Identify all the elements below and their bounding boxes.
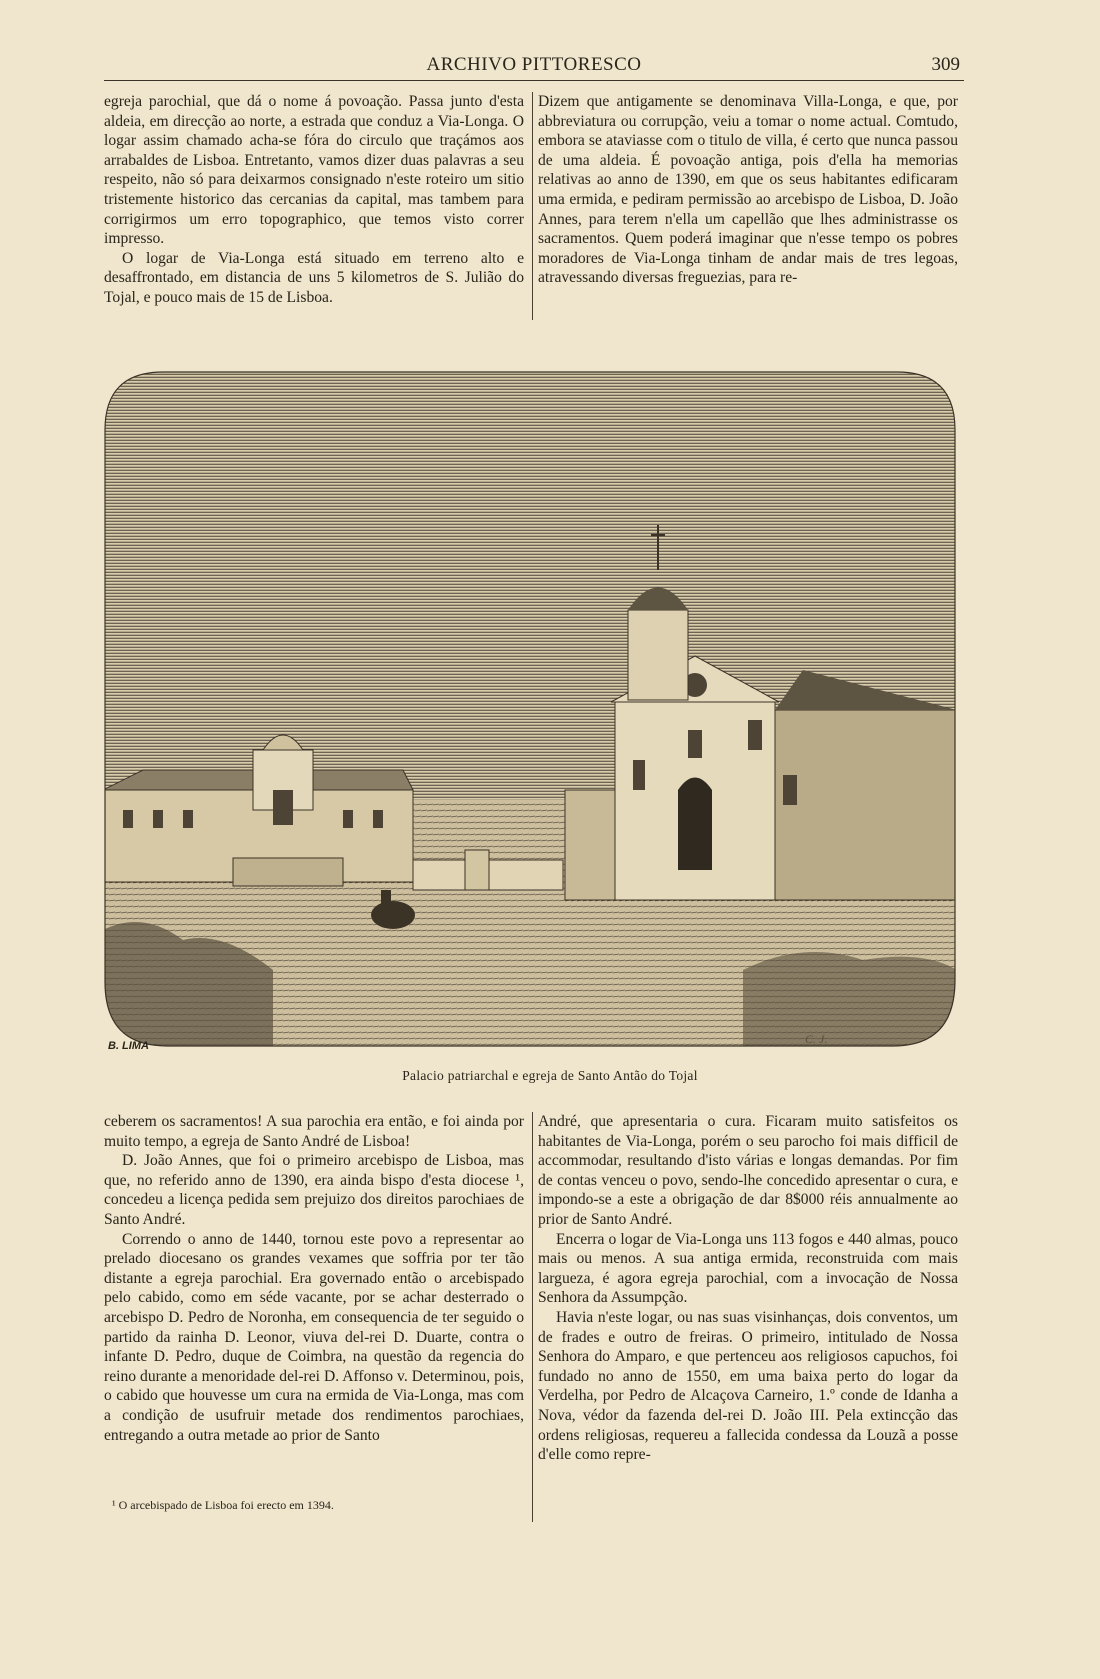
top-left-column: [104, 92, 524, 308]
footnote: ¹ O arcebispado de Lisboa foi erecto em 1394.: [112, 1498, 334, 1512]
running-header: [104, 52, 964, 81]
bottom-right-column: [538, 1112, 958, 1465]
engraving-illustration: [103, 370, 957, 1048]
paragraph: Dizem que antigamente se denominava Villa-Longa, e que, por abbreviatura ou corrupção, veiu a tomar o nome actual. Comtudo, embora se ataviasse com o titulo de villa, é certo que nunca passou de uma aldeia. É povoação antiga, pois d'ella ha memorias relativas ao anno de 1390, em que os seus habitantes edificaram uma ermida, e pediram permissão ao arcebispo de Lisboa, D. João Annes, para terem n'ella um capellão que lhes administrasse os sacramentos. Quem poderá imaginar que n'esse tempo os pobres moradores de Via-Longa tinham de andar mais de tres legoas, atravessando diversas freguezias, para re-: [538, 93, 958, 287]
paragraph: André, que apresentaria o cura. Ficaram muito satisfeitos os habitantes de Via-Longa, porém o seu parocho foi mais difficil de accommodar, resultando d'isto várias e longas demandas. Por fim de contas venceu o povo, sendo-lhe concedido apresentar o cura, e impondo-se a este a obrigação de dar 8$000 réis annualmente ao prior de Santo André.: [538, 1113, 958, 1228]
journal-title: ARCHIVO PITTORESCO: [426, 54, 642, 75]
paragraph: D. João Annes, que foi o primeiro arcebispo de Lisboa, mas que, no referido anno de 1390, era ainda bispo d'esta diocese ¹, concedeu a licença pedida sem prejuizo dos direitos parochiaes de Santo André.: [104, 1152, 524, 1228]
page-number: 309: [931, 54, 960, 75]
artist-signature: C. J.: [805, 1032, 828, 1046]
top-right-column: [538, 92, 958, 288]
paragraph: ceberem os sacramentos! A sua parochia era então, e foi ainda por muito tempo, a egreja de Santo André de Lisboa!: [104, 1113, 524, 1150]
bottom-left-column: [104, 1112, 524, 1445]
engraving-svg: [103, 370, 957, 1048]
column-divider: [532, 1112, 533, 1522]
paragraph: O logar de Via-Longa está situado em terreno alto e desaffrontado, em distancia de uns 5 kilometros de S. Julião do Tojal, e pouco mais de 15 de Lisboa.: [104, 249, 524, 306]
paragraph: Correndo o anno de 1440, tornou este povo a representar ao prelado diocesano os grandes vexames que soffria por ter tão distante a egreja parochial. Era governado então o arcebispado pelo cabido, como em séde vacante, por se achar desterrado o arcebispo D. Pedro de Noronha, em consequencia de ter seguido o partido da rainha D. Leonor, viuva del-rei D. Duarte, contra o infante D. Pedro, duque de Coimbra, na questão da regencia do reino durante a menoridade del-rei D. Affonso v. Determinou, pois, o cabido que houvesse um cura na ermida de Via-Longa, mas com a condição de usufruir metade dos rendimentos parochiaes, entregando a outra metade ao prior de Santo: [104, 1230, 524, 1444]
paragraph: Havia n'este logar, ou nas suas visinhanças, dois conventos, um de frades e outro de freiras. O primeiro, intitulado de Nossa Senhora do Amparo, e que pertenceu aos religiosos capuchos, foi fundado no anno de 1550, em uma baixa perto do logar da Verdelha, por Pedro de Alcaçova Carneiro, 1.º conde de Idanha a Nova, védor da fazenda del-rei D. João III. Pela extincção das ordens religiosas, requereu a fallecida condessa da Louzã a posse d'elle como repre-: [538, 1308, 958, 1464]
paragraph: Encerra o logar de Via-Longa uns 113 fogos e 440 almas, pouco mais ou menos. A sua antiga ermida, reconstruida com mais largueza, é agora egreja parochial, com a invocação de Nossa Senhora da Assumpção.: [538, 1230, 958, 1307]
illustration-caption: Palacio patriarchal e egreja de Santo Antão do Tojal: [402, 1068, 698, 1083]
column-divider: [532, 92, 533, 320]
paragraph: egreja parochial, que dá o nome á povoação. Passa junto d'esta aldeia, em direcção ao norte, a estrada que conduz a Via-Longa. O logar assim chamado acha-se fóra do circulo que traçámos aos arrabaldes de Lisboa. Entretanto, vamos dizer duas palavras a seu respeito, não só para deixarmos consignado n'este roteiro um sitio tristemente historico das cercanias da capital, mas tambem para corrigirmos um erro topographico, que temos visto correr impresso.: [104, 93, 524, 248]
engraver-signature: B. LIMA: [108, 1040, 149, 1052]
